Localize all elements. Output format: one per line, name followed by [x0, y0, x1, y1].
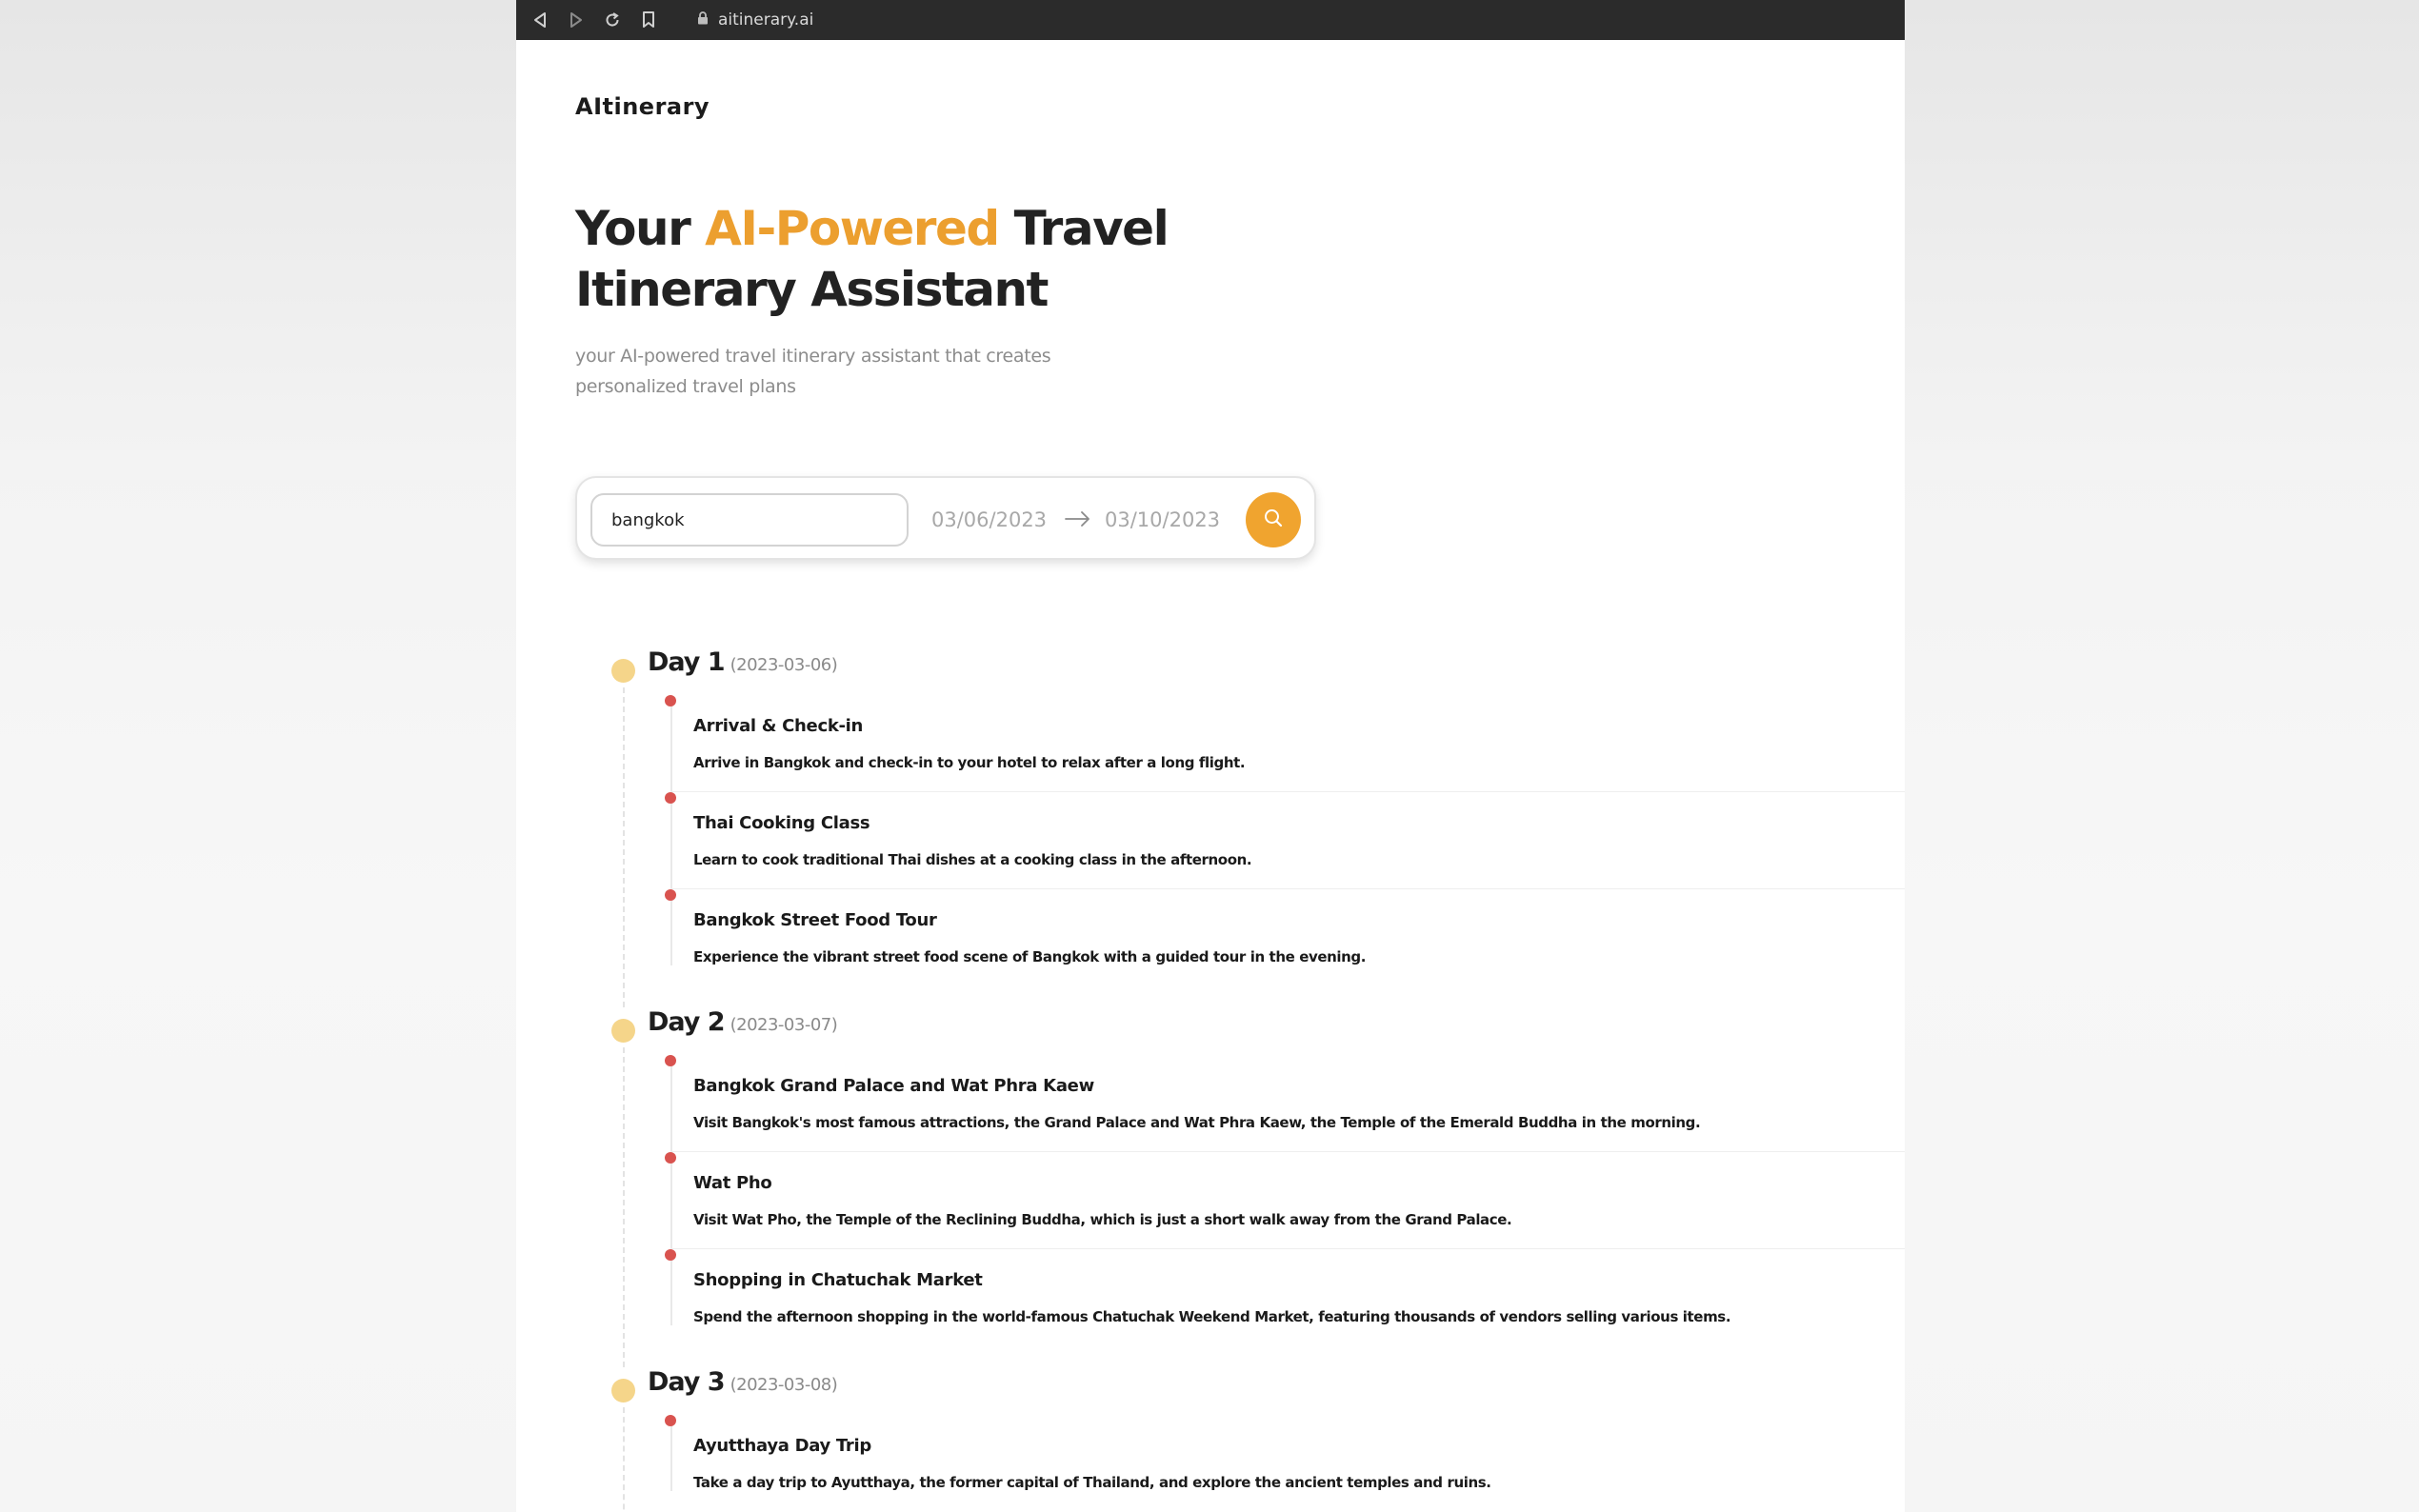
activity-item — [670, 1415, 1905, 1512]
activity-item — [670, 1055, 1905, 1152]
url-text: aitinerary.ai — [718, 10, 814, 30]
activity-description: Visit Bangkok's most famous attractions, the Grand Palace and Wat Phra Kaew, the Temple of the Emerald Buddha in the morning. — [693, 1114, 1701, 1131]
activity-title: Ayutthaya Day Trip — [693, 1436, 871, 1456]
day-header — [611, 1367, 837, 1397]
activity-title: Thai Cooking Class — [693, 813, 870, 833]
day-marker-dot — [611, 1379, 635, 1403]
activity-marker-dot — [665, 695, 676, 706]
reload-icon[interactable] — [602, 10, 623, 30]
activity-description: Take a day trip to Ayutthaya, the former capital of Thailand, and explore the ancient temples and ruins. — [693, 1474, 1491, 1491]
day-date: (2023-03-06) — [730, 655, 838, 675]
activity-marker-dot — [665, 1055, 676, 1066]
search-button[interactable] — [1246, 492, 1301, 547]
back-icon[interactable] — [530, 10, 550, 30]
start-date-field[interactable]: 03/06/2023 — [931, 508, 1048, 531]
day-marker-dot — [611, 1019, 635, 1043]
activity-marker-dot — [665, 792, 676, 804]
activity-item — [670, 1249, 1905, 1346]
day-header — [611, 647, 837, 677]
page-title — [575, 198, 1185, 320]
activity-title: Shopping in Chatuchak Market — [693, 1270, 983, 1290]
activity-description: Spend the afternoon shopping in the world-famous Chatuchak Weekend Market, featuring thousands of vendors selling various items. — [693, 1308, 1731, 1325]
arrow-right-icon — [1065, 510, 1091, 531]
activity-marker-dot — [665, 1249, 676, 1261]
activity-title: Arrival & Check-in — [693, 716, 864, 736]
search-panel — [575, 476, 1316, 560]
activity-item — [670, 695, 1905, 792]
activity-marker-dot — [665, 889, 676, 901]
day-marker-dot — [611, 659, 635, 683]
activity-description: Learn to cook traditional Thai dishes at a cooking class in the afternoon. — [693, 851, 1252, 868]
title-part-2: Travel Itinerary Assistant — [575, 201, 1169, 317]
activity-title: Wat Pho — [693, 1173, 772, 1193]
bookmark-icon[interactable] — [638, 10, 659, 30]
activity-item — [670, 1152, 1905, 1249]
day-header — [611, 1007, 837, 1037]
address-bar[interactable] — [697, 10, 813, 30]
title-part-1: Your — [575, 201, 706, 256]
browser-window — [516, 0, 1905, 1512]
day-connector — [623, 1407, 625, 1512]
destination-input[interactable] — [590, 493, 909, 547]
day-date: (2023-03-08) — [730, 1375, 838, 1395]
day-title: Day 2 — [648, 1007, 725, 1037]
activity-title: Bangkok Grand Palace and Wat Phra Kaew — [693, 1076, 1094, 1096]
activity-description: Visit Wat Pho, the Temple of the Reclining Buddha, which is just a short walk away from the Grand Palace. — [693, 1211, 1512, 1228]
day-date: (2023-03-07) — [730, 1015, 838, 1035]
activity-marker-dot — [665, 1415, 676, 1426]
end-date-field[interactable]: 03/10/2023 — [1105, 508, 1221, 531]
forward-icon[interactable] — [566, 10, 587, 30]
brand-logo[interactable]: AItinerary — [575, 93, 710, 120]
day-title: Day 1 — [648, 647, 725, 677]
day-connector — [623, 687, 625, 1007]
page-subtitle: your AI-powered travel itinerary assistant that creates personalized travel plans — [575, 346, 1051, 397]
day-title: Day 3 — [648, 1367, 725, 1397]
activity-title: Bangkok Street Food Tour — [693, 910, 937, 930]
activity-marker-dot — [665, 1152, 676, 1164]
lock-icon — [697, 10, 709, 30]
activity-description: Arrive in Bangkok and check-in to your hotel to relax after a long flight. — [693, 754, 1246, 771]
day-connector — [623, 1047, 625, 1367]
browser-toolbar — [516, 0, 1905, 40]
activity-item — [670, 889, 1905, 986]
activity-description: Experience the vibrant street food scene of Bangkok with a guided tour in the evening. — [693, 948, 1367, 965]
activity-item — [670, 792, 1905, 889]
title-accent: AI-Powered — [705, 201, 999, 256]
search-icon — [1262, 507, 1285, 533]
